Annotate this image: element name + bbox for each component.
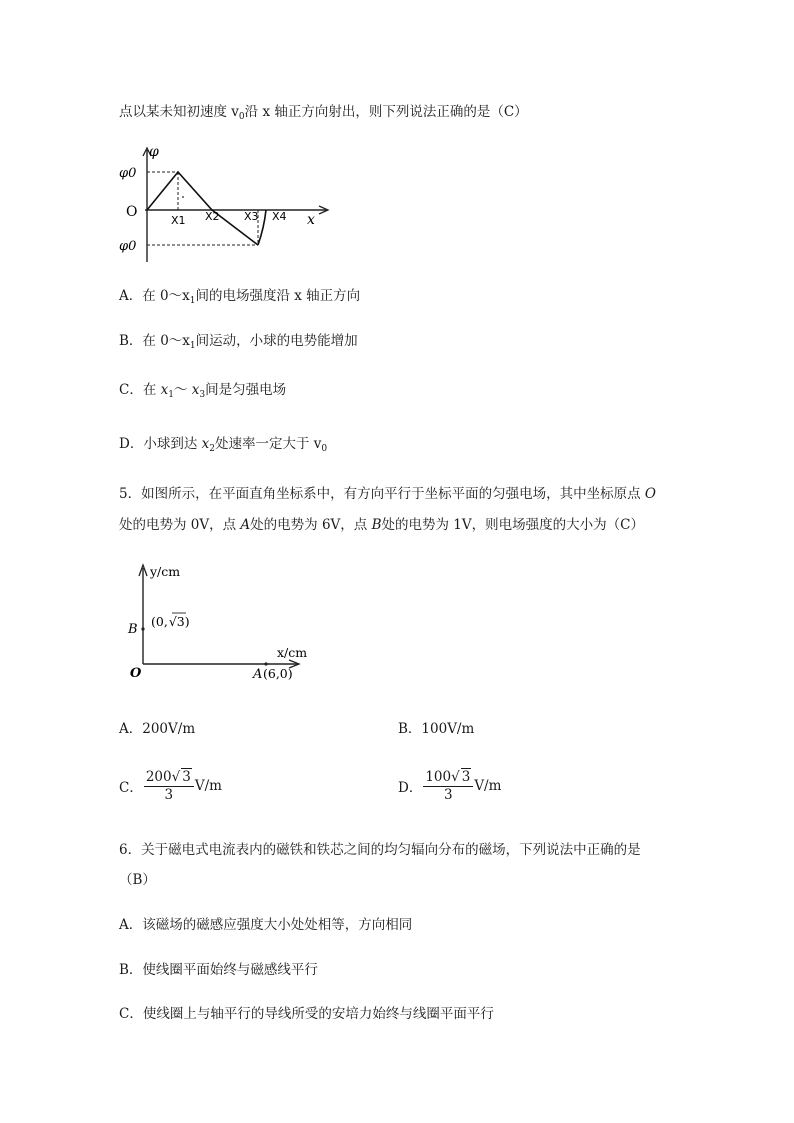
q5-stem-line1: 5．如图所示，在平面直角坐标系中，有方向平行于坐标平面的匀强电场，其中坐标原点 O xyxy=(119,486,656,502)
point-b-label: B xyxy=(128,622,138,637)
x-axis-label: x/cm xyxy=(277,645,308,660)
q6-answer: （B） xyxy=(119,872,156,888)
x4-label: X4 xyxy=(272,210,287,223)
origin-label: O xyxy=(130,666,142,681)
point-b-coord: (0,√3) xyxy=(151,614,190,629)
q5-stem-line2: 处的电势为 0V，点 A处的电势为 6V，点 B处的电势为 1V，则电场强度的大小为（C） xyxy=(119,517,644,533)
q6-option-b: B．使线圈平面始终与磁感线平行 xyxy=(119,962,318,978)
q5-option-d-fraction: $\frac{100√ 3}{3}$ xyxy=(423,768,473,804)
x2-label: X2 xyxy=(205,210,220,223)
x3-label: X3 xyxy=(244,210,259,223)
point-b-dot xyxy=(141,627,144,630)
potential-curve-tail xyxy=(258,210,266,245)
phi-axis-label: φ xyxy=(149,144,159,160)
q5-option-b: B．100V/m xyxy=(398,721,475,737)
y-axis-label: y/cm xyxy=(150,564,181,579)
q4-stem: 点以某未知初速度 $v_0$沿 x 轴正方向射出，则下列说法正确的是（C） xyxy=(119,104,528,122)
origin-label: O xyxy=(126,204,138,220)
q4-potential-graph xyxy=(115,140,340,265)
q6-option-c: C．使线圈上与轴平行的导线所受的安培力始终与线圈平面平行 xyxy=(119,1006,494,1022)
q4-option-b: B．在 $0\sim x_1$间运动，小球的电势能增加 xyxy=(119,333,358,351)
q6-option-a: A．该磁场的磁感应强度大小处处相等，方向相同 xyxy=(119,917,413,933)
q6-stem: 6．关于磁电式电流表内的磁铁和铁芯之间的均匀辐向分布的磁场，下列说法中正确的是 xyxy=(119,842,641,858)
potential-curve xyxy=(147,172,258,245)
point-a-coord: (6,0) xyxy=(263,666,293,681)
q5-option-d: D． $\frac{100√ 3}{3}$ V/m xyxy=(398,769,502,803)
q4-option-a: A．在 $0\sim x_1$间的电场强度沿 x 轴正方向 xyxy=(119,288,361,306)
stray-dot xyxy=(182,196,184,198)
q5-option-c-fraction: $\frac{200√ 3}{3}$ xyxy=(144,768,194,804)
point-a-label: A xyxy=(253,667,263,682)
q4-option-c: C．在 $x_1\sim$ $x_3$间是匀强电场 xyxy=(119,382,287,400)
x1-label: X1 xyxy=(171,214,186,227)
phi0-bottom-label: φ0 xyxy=(119,239,137,254)
q5-coordinate-graph xyxy=(120,558,320,686)
q5-option-c: C． $\frac{200√ 3}{3}$ V/m xyxy=(119,769,222,803)
x-axis-label: x xyxy=(307,212,315,228)
q5-option-a: A．200V/m xyxy=(119,721,196,737)
q4-option-d: D．小球到达 $x_2$处速率一定大于 $v_0$ xyxy=(119,436,328,454)
phi0-top-label: φ0 xyxy=(119,166,137,181)
